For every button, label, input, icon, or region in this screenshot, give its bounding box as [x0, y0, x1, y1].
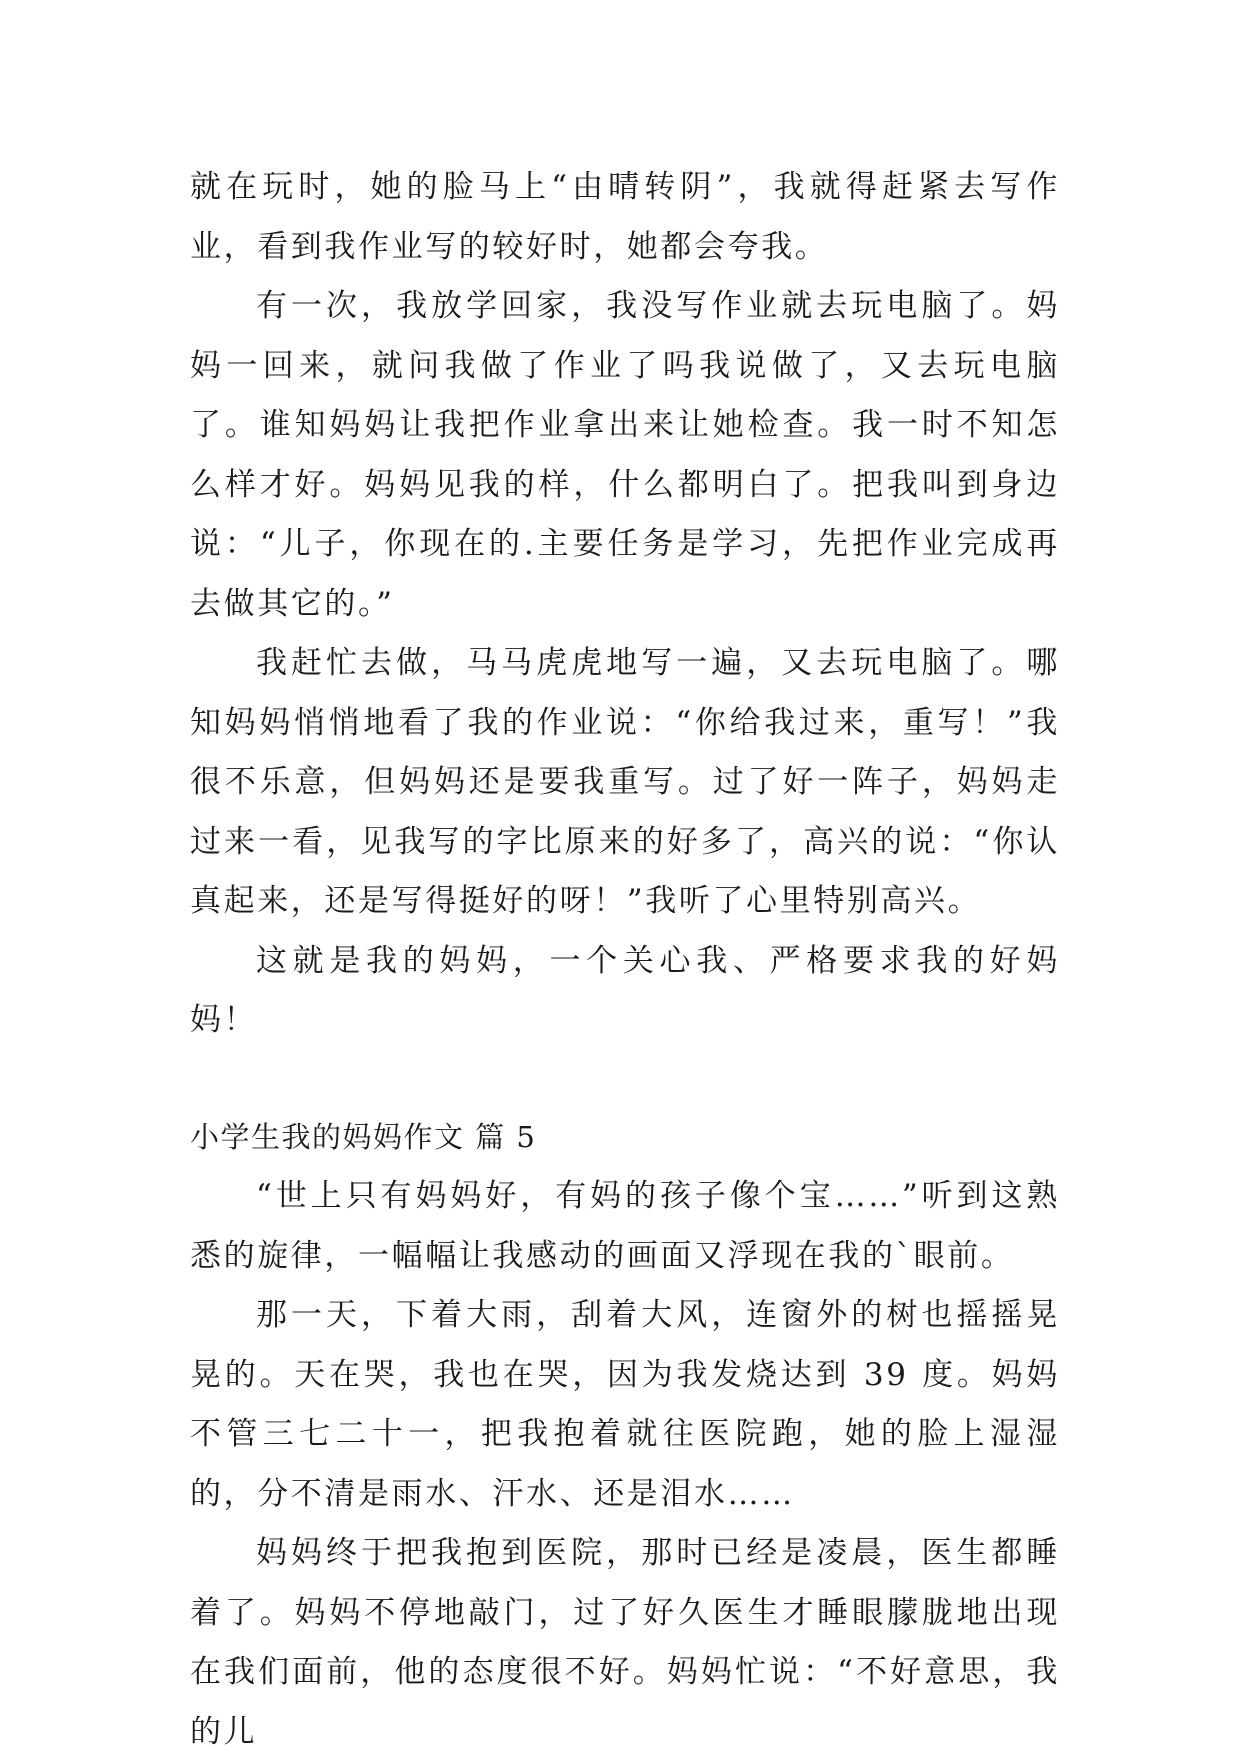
paragraph-rewrite-story: 我赶忙去做，马马虎虎地写一遍，又去玩电脑了。哪知妈妈悄悄地看了我的作业说：“你给我过来，重写！”我很不乐意，但妈妈还是要我重写。过了好一阵子，妈妈走过来一看，见我写的字比原来的好多了，高兴的说：“你认真起来，还是写得挺好的呀！”我听了心里特别高兴。	[190, 645, 1060, 919]
section-heading: 小学生我的妈妈作文 篇 5	[190, 1119, 537, 1154]
paragraph-rainy-day: 那一天，下着大雨，刮着大风，连窗外的树也摇摇晃晃的。天在哭，我也在哭，因为我发烧达到 39 度。妈妈不管三七二十一，把我抱着就往医院跑，她的脸上湿湿的，分不清是雨水、汗水、还是泪水……	[190, 1297, 1060, 1512]
paragraph-homework-story: 有一次，我放学回家，我没写作业就去玩电脑了。妈妈一回来，就问我做了作业了吗我说做了，又去玩电脑了。谁知妈妈让我把作业拿出来让她检查。我一时不知怎么样才好。妈妈见我的样，什么都明白了。把我叫到身边说：“儿子，你现在的.主要任务是学习，先把作业完成再去做其它的。”	[190, 288, 1060, 622]
paragraph-song: “世上只有妈妈好，有妈的孩子像个宝……”听到这熟悉的旋律，一幅幅让我感动的画面又浮现在我的`眼前。	[190, 1178, 1060, 1274]
paragraph-conclusion: 这就是我的妈妈，一个关心我、严格要求我的好妈妈！	[190, 942, 1060, 1038]
paragraph-continued: 就在玩时，她的脸马上“由晴转阴”，我就得赶紧去写作业，看到我作业写的较好时，她都会夸我。	[190, 169, 1060, 265]
document-body	[190, 158, 1060, 1762]
paragraph-hospital: 妈妈终于把我抱到医院，那时已经是凌晨，医生都睡着了。妈妈不停地敲门，过了好久医生才睡眼朦胧地出现在我们面前，他的态度很不好。妈妈忙说：“不好意思，我的儿	[190, 1535, 1060, 1750]
